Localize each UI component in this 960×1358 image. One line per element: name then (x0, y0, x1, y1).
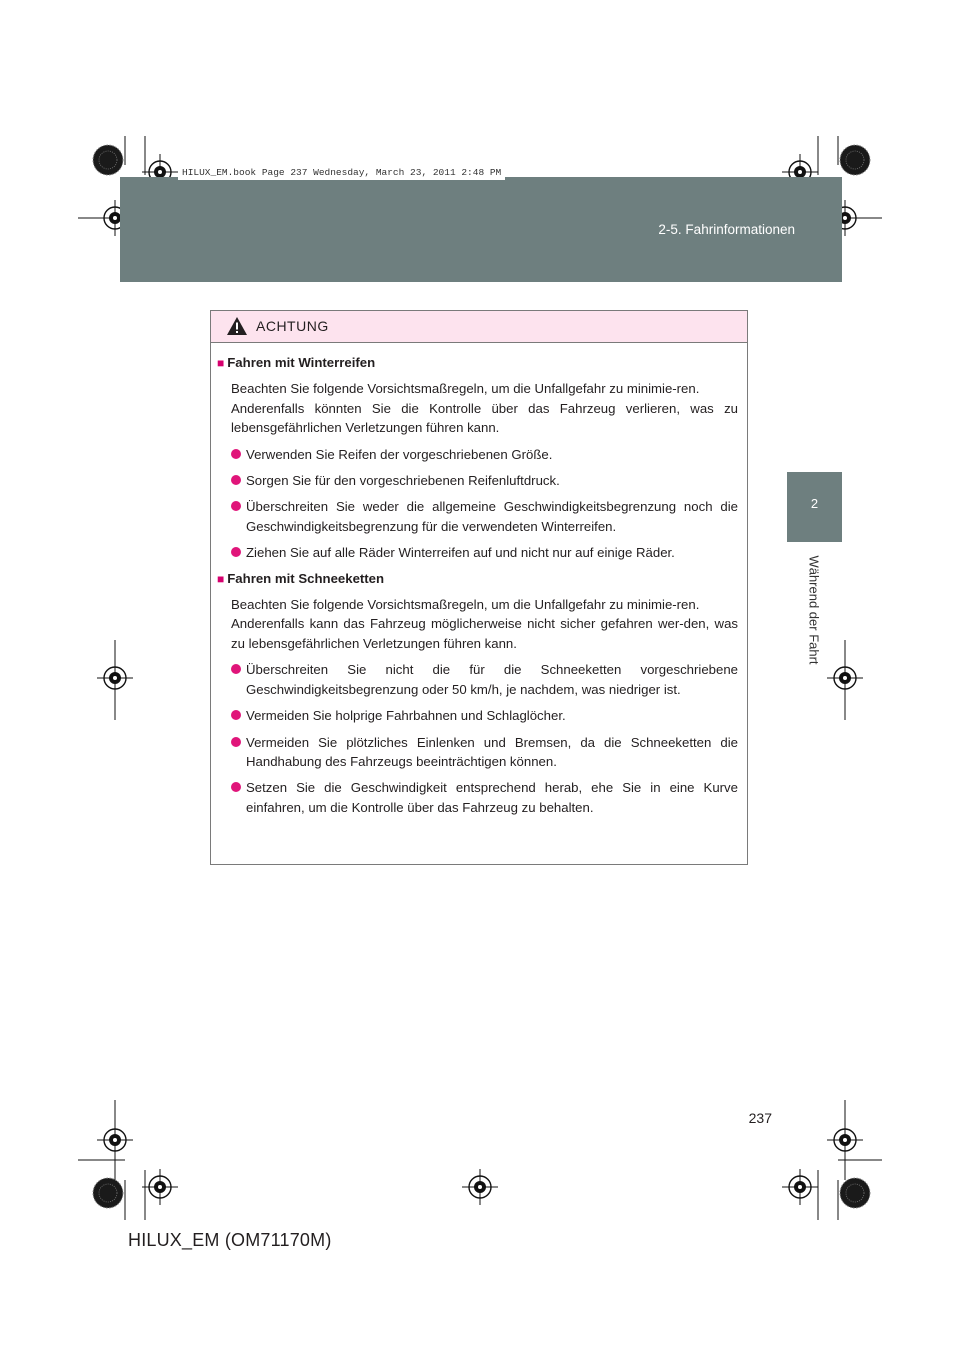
square-bullet-icon: ■ (217, 356, 225, 370)
chapter-number: 2 (810, 496, 819, 511)
bullet-item: Sorgen Sie für den vorgeschriebenen Reifenluftdruck. (231, 471, 738, 490)
bullet-item: Überschreiten Sie weder die allgemeine Geschwindigkeitsbegrenzung noch die Geschwindigkeitsbegrenzung für die verwendeten Winterreifen. (231, 497, 738, 536)
paragraph: Beachten Sie folgende Vorsichtsmaßregeln, um die Unfallgefahr zu minimie-ren. (231, 597, 700, 613)
bullet-item: Setzen Sie die Geschwindigkeit entsprechend herab, ehe Sie in eine Kurve einfahren, um die Kontrolle über das Fahrzeug zu behalten. (231, 778, 738, 817)
bullet-dot-icon (231, 547, 241, 557)
warning-triangle-icon (226, 316, 248, 336)
bullet-dot-icon (231, 449, 241, 459)
bullet-item: Vermeiden Sie plötzliches Einlenken und Bremsen, da die Schneeketten die Handhabung des Fahrzeugs beeinträchtigen können. (231, 733, 738, 772)
page-number: 237 (748, 1110, 772, 1126)
chapter-label: Während der Fahrt (806, 555, 822, 665)
section-heading: ■ Fahren mit Winterreifen (217, 355, 376, 370)
bullet-dot-icon (231, 737, 241, 747)
warning-box (210, 310, 748, 865)
section-heading: ■ Fahren mit Schneeketten (217, 570, 385, 586)
book-stamp: HILUX_EM.book Page 237 Wednesday, March 23, 2011 2:48 PM (178, 166, 505, 180)
paragraph: Anderenfalls kann das Fahrzeug möglicherweise nicht sicher gefahren wer-den, was zu lebensgefährlichen Verletzungen führen kann. (231, 616, 738, 651)
bullet-dot-icon (231, 664, 241, 674)
bullet-item: Überschreiten Sie nicht die für die Schneeketten vorgeschriebene Geschwindigkeitsbegrenzung oder 50 km/h, je nachdem, was niedriger ist. (231, 660, 738, 699)
bullet-item: Verwenden Sie Reifen der vorgeschriebenen Größe. (231, 445, 738, 464)
square-bullet-icon: ■ (217, 571, 225, 586)
bullet-dot-icon (231, 782, 241, 792)
bullet-item: Vermeiden Sie holprige Fahrbahnen und Schlaglöcher. (231, 706, 738, 725)
warning-header (211, 311, 747, 343)
bullet-item: Ziehen Sie auf alle Räder Winterreifen auf und nicht nur auf einige Räder. (231, 543, 738, 562)
section-title: 2-5. Fahrinformationen (658, 222, 795, 237)
warning-content (211, 343, 747, 817)
paragraph: Beachten Sie folgende Vorsichtsmaßregeln, um die Unfallgefahr zu minimie-ren. (231, 381, 700, 397)
bullet-dot-icon (231, 710, 241, 720)
chapter-tab (787, 472, 842, 542)
footer-model: HILUX_EM (OM71170M) (128, 1230, 332, 1250)
warning-title: ACHTUNG (256, 318, 329, 334)
paragraph: Anderenfalls könnten Sie die Kontrolle über das Fahrzeug verlieren, was zu lebensgefährlichen Verletzungen führen kann. (231, 400, 738, 436)
bullet-dot-icon (231, 501, 241, 511)
bullet-dot-icon (231, 475, 241, 485)
